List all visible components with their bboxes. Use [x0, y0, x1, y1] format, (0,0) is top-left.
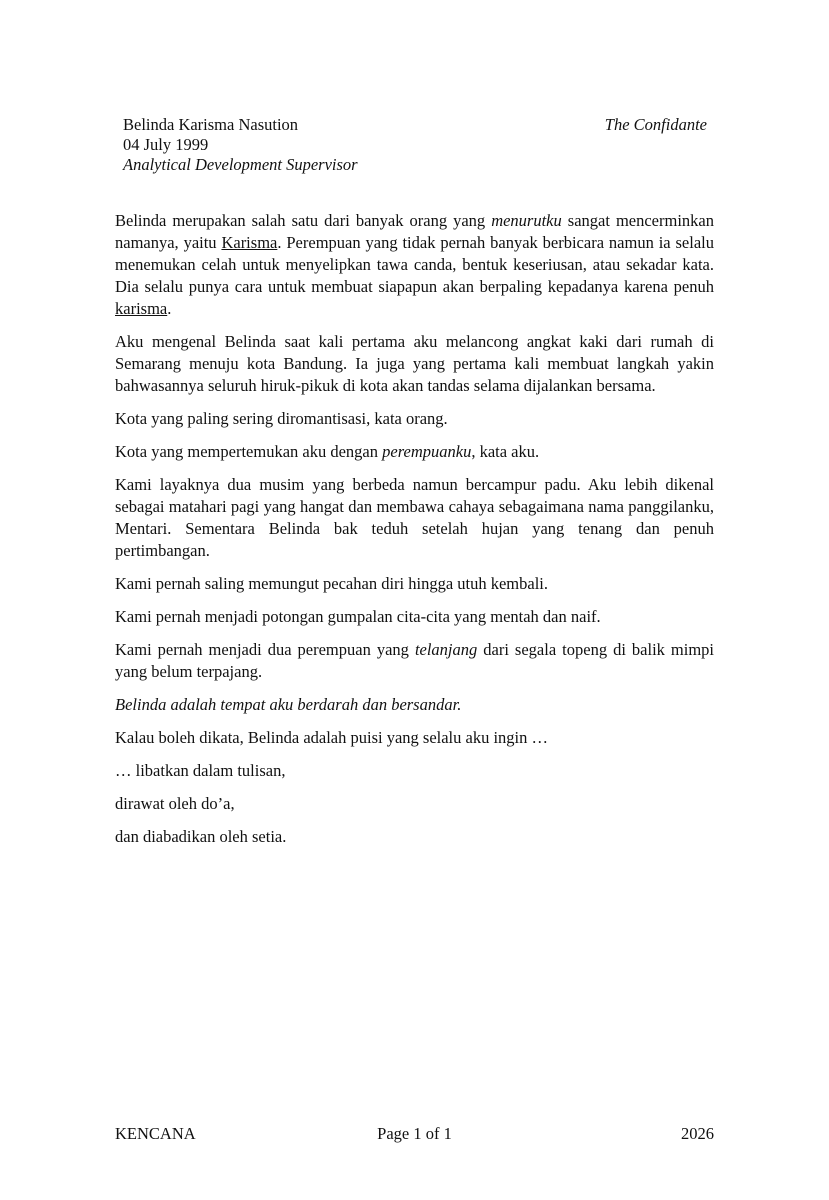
document-header [123, 115, 707, 175]
paragraph-13: dan diabadikan oleh setia. [115, 827, 287, 846]
paragraph-8-text-a: Kami pernah menjadi dua perempuan yang [115, 640, 415, 659]
document-footer [115, 1124, 714, 1144]
paragraph-1-text-g: . [167, 299, 172, 318]
document-body [115, 210, 714, 859]
paragraph-7: Kami pernah menjadi potongan gumpalan cita-cita yang mentah dan naif. [115, 607, 601, 626]
paragraph-1 [115, 210, 714, 320]
paragraph-12: dirawat oleh do’a, [115, 794, 235, 813]
paragraph-1-italic-menurutku: menurutku [491, 211, 562, 230]
paragraph-4 [115, 441, 714, 463]
document-title: The Confidante [604, 115, 707, 134]
footer-year: 2026 [681, 1124, 714, 1143]
paragraph-9: Belinda adalah tempat aku berdarah dan bersandar. [115, 695, 462, 714]
paragraph-6: Kami pernah saling memungut pecahan diri hingga utuh kembali. [115, 574, 549, 593]
paragraph-4-italic-perempuanku: perempuanku [382, 442, 472, 461]
paragraph-3: Kota yang paling sering diromantisasi, kata orang. [115, 409, 448, 428]
paragraph-1-text-a: Belinda merupakan salah satu dari banyak orang yang [115, 211, 492, 230]
paragraph-2: Aku mengenal Belinda saat kali pertama aku melancong angkat kaki dari rumah di Semarang menuju kota Bandung. Ia juga yang pertama kali membuat langkah yakin bahwasannya seluruh hiruk-pikuk di kota akan tandas selama dijalankan bersama. [115, 332, 714, 395]
author-role: Analytical Development Supervisor [123, 155, 358, 174]
paragraph-1-underline-karisma-2: karisma [115, 299, 168, 318]
paragraph-4-text-c: , kata aku. [471, 442, 540, 461]
paragraph-8-italic-telanjang: telanjang [414, 640, 478, 659]
paragraph-8-text-c: dari segala topeng di balik mimpi yang belum terpajang. [115, 640, 714, 681]
author-name: Belinda Karisma Nasution [123, 115, 299, 134]
footer-publisher: KENCANA [115, 1124, 196, 1143]
footer-page-number: Page 1 of 1 [377, 1124, 452, 1143]
paragraph-1-underline-karisma: Karisma [221, 233, 278, 252]
author-birth-date: 04 July 1999 [123, 135, 209, 154]
paragraph-8 [115, 639, 714, 683]
paragraph-4-text-a: Kota yang mempertemukan aku dengan [115, 442, 383, 461]
paragraph-10: Kalau boleh dikata, Belinda adalah puisi yang selalu aku ingin … [115, 728, 549, 747]
paragraph-1-text-c: sangat mencerminkan namanya, yaitu [115, 211, 714, 252]
paragraph-5: Kami layaknya dua musim yang berbeda namun bercampur padu. Aku lebih dikenal sebagai matahari pagi yang hangat dan membawa cahaya sebagaimana nama panggilanku, Mentari. Sementara Belinda bak teduh setelah hujan yang tenang dan penuh pertimbangan. [115, 475, 714, 560]
paragraph-1-text-e: . Perempuan yang tidak pernah banyak berbicara namun ia selalu menemukan celah untuk menyelipkan tawa canda, bentuk keseriusan, atau sekadar kata. Dia selalu punya cara untuk membuat siapapun akan berpaling kepadanya karena penuh [115, 233, 714, 296]
paragraph-11: … libatkan dalam tulisan, [115, 761, 286, 780]
